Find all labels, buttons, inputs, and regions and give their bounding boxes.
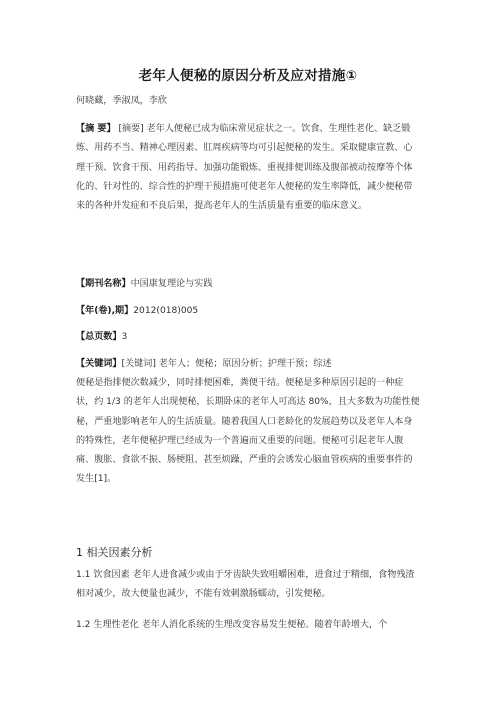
keywords-value: [关键词] 老年人；便秘；原因分析；护理干预；综述 bbox=[121, 359, 332, 369]
keywords-label: 【关键词】 bbox=[76, 359, 122, 369]
section-paragraph-1-2: 1.2 生理性老化 老年人消化系统的生理改变容易发生便秘。随着年龄增大，个 bbox=[76, 620, 388, 630]
keywords-line bbox=[76, 355, 421, 374]
abstract-text: [摘要] 老年人便秘已成为临床常见症状之一。饮食、生理性老化、缺乏锻炼、用药不当、精神心理因素、肛周疾病等均可引起便秘的发生。采取健康宣教、心理干预、饮食干预、用药指导、加强功能锻炼、重视排便训练及腹部被动按摩等个体化的、针对性的、综合性的护理干预措施可使老年人便秘的发生率降低，减少便秘带来的各种并发症和不良后果，提高老年人的生活质量有重要的临床意义。 bbox=[76, 124, 413, 212]
section-paragraph-1-1: 1.1 饮食因素 老年人进食减少或由于牙齿缺失致咀嚼困难，进食过于精细，食物残渣相对减少，故大便量也减少，不能有效刺激肠蠕动，引发便秘。 bbox=[76, 570, 415, 600]
abstract bbox=[76, 120, 421, 216]
authors: 何晓藏，季淑凤，李欣 bbox=[76, 96, 167, 106]
pages-label: 【总页数】 bbox=[76, 332, 122, 342]
year-value: 2012(018)005 bbox=[133, 306, 199, 316]
article-title: 老年人便秘的原因分析及应对措施① bbox=[138, 68, 358, 84]
journal-value: 中国康复理论与实践 bbox=[130, 279, 213, 289]
pages-value: 3 bbox=[121, 332, 128, 342]
section-heading: 1 相关因素分析 bbox=[76, 546, 153, 559]
pages-line bbox=[76, 328, 421, 347]
intro-paragraph: 便秘是指排便次数减少，同时排便困难，粪便干结。便秘是多种原因引起的一种症状，约 1/3 的老年人出现便秘，长期卧床的老年人可高达 80%，且大多数为功能性便秘，严重地影响老年人的生活质量。随着我国人口老龄化的发展趋势以及老年人本身的特殊性，老年便秘护理已经成为一个普遍而又重要的问题。便秘可引起老年人腹痛、腹胀、食欲不振、肠梗阻、甚至烦躁，严重的会诱发心脑血管疾病的重要事件的发生[1]。 bbox=[76, 378, 420, 485]
abstract-label: 【摘 要】 bbox=[76, 124, 116, 134]
year-line bbox=[76, 302, 421, 321]
journal-label: 【期刊名称】 bbox=[76, 279, 131, 289]
year-label: 【年(卷),期】 bbox=[76, 306, 134, 316]
journal-line bbox=[76, 275, 421, 294]
